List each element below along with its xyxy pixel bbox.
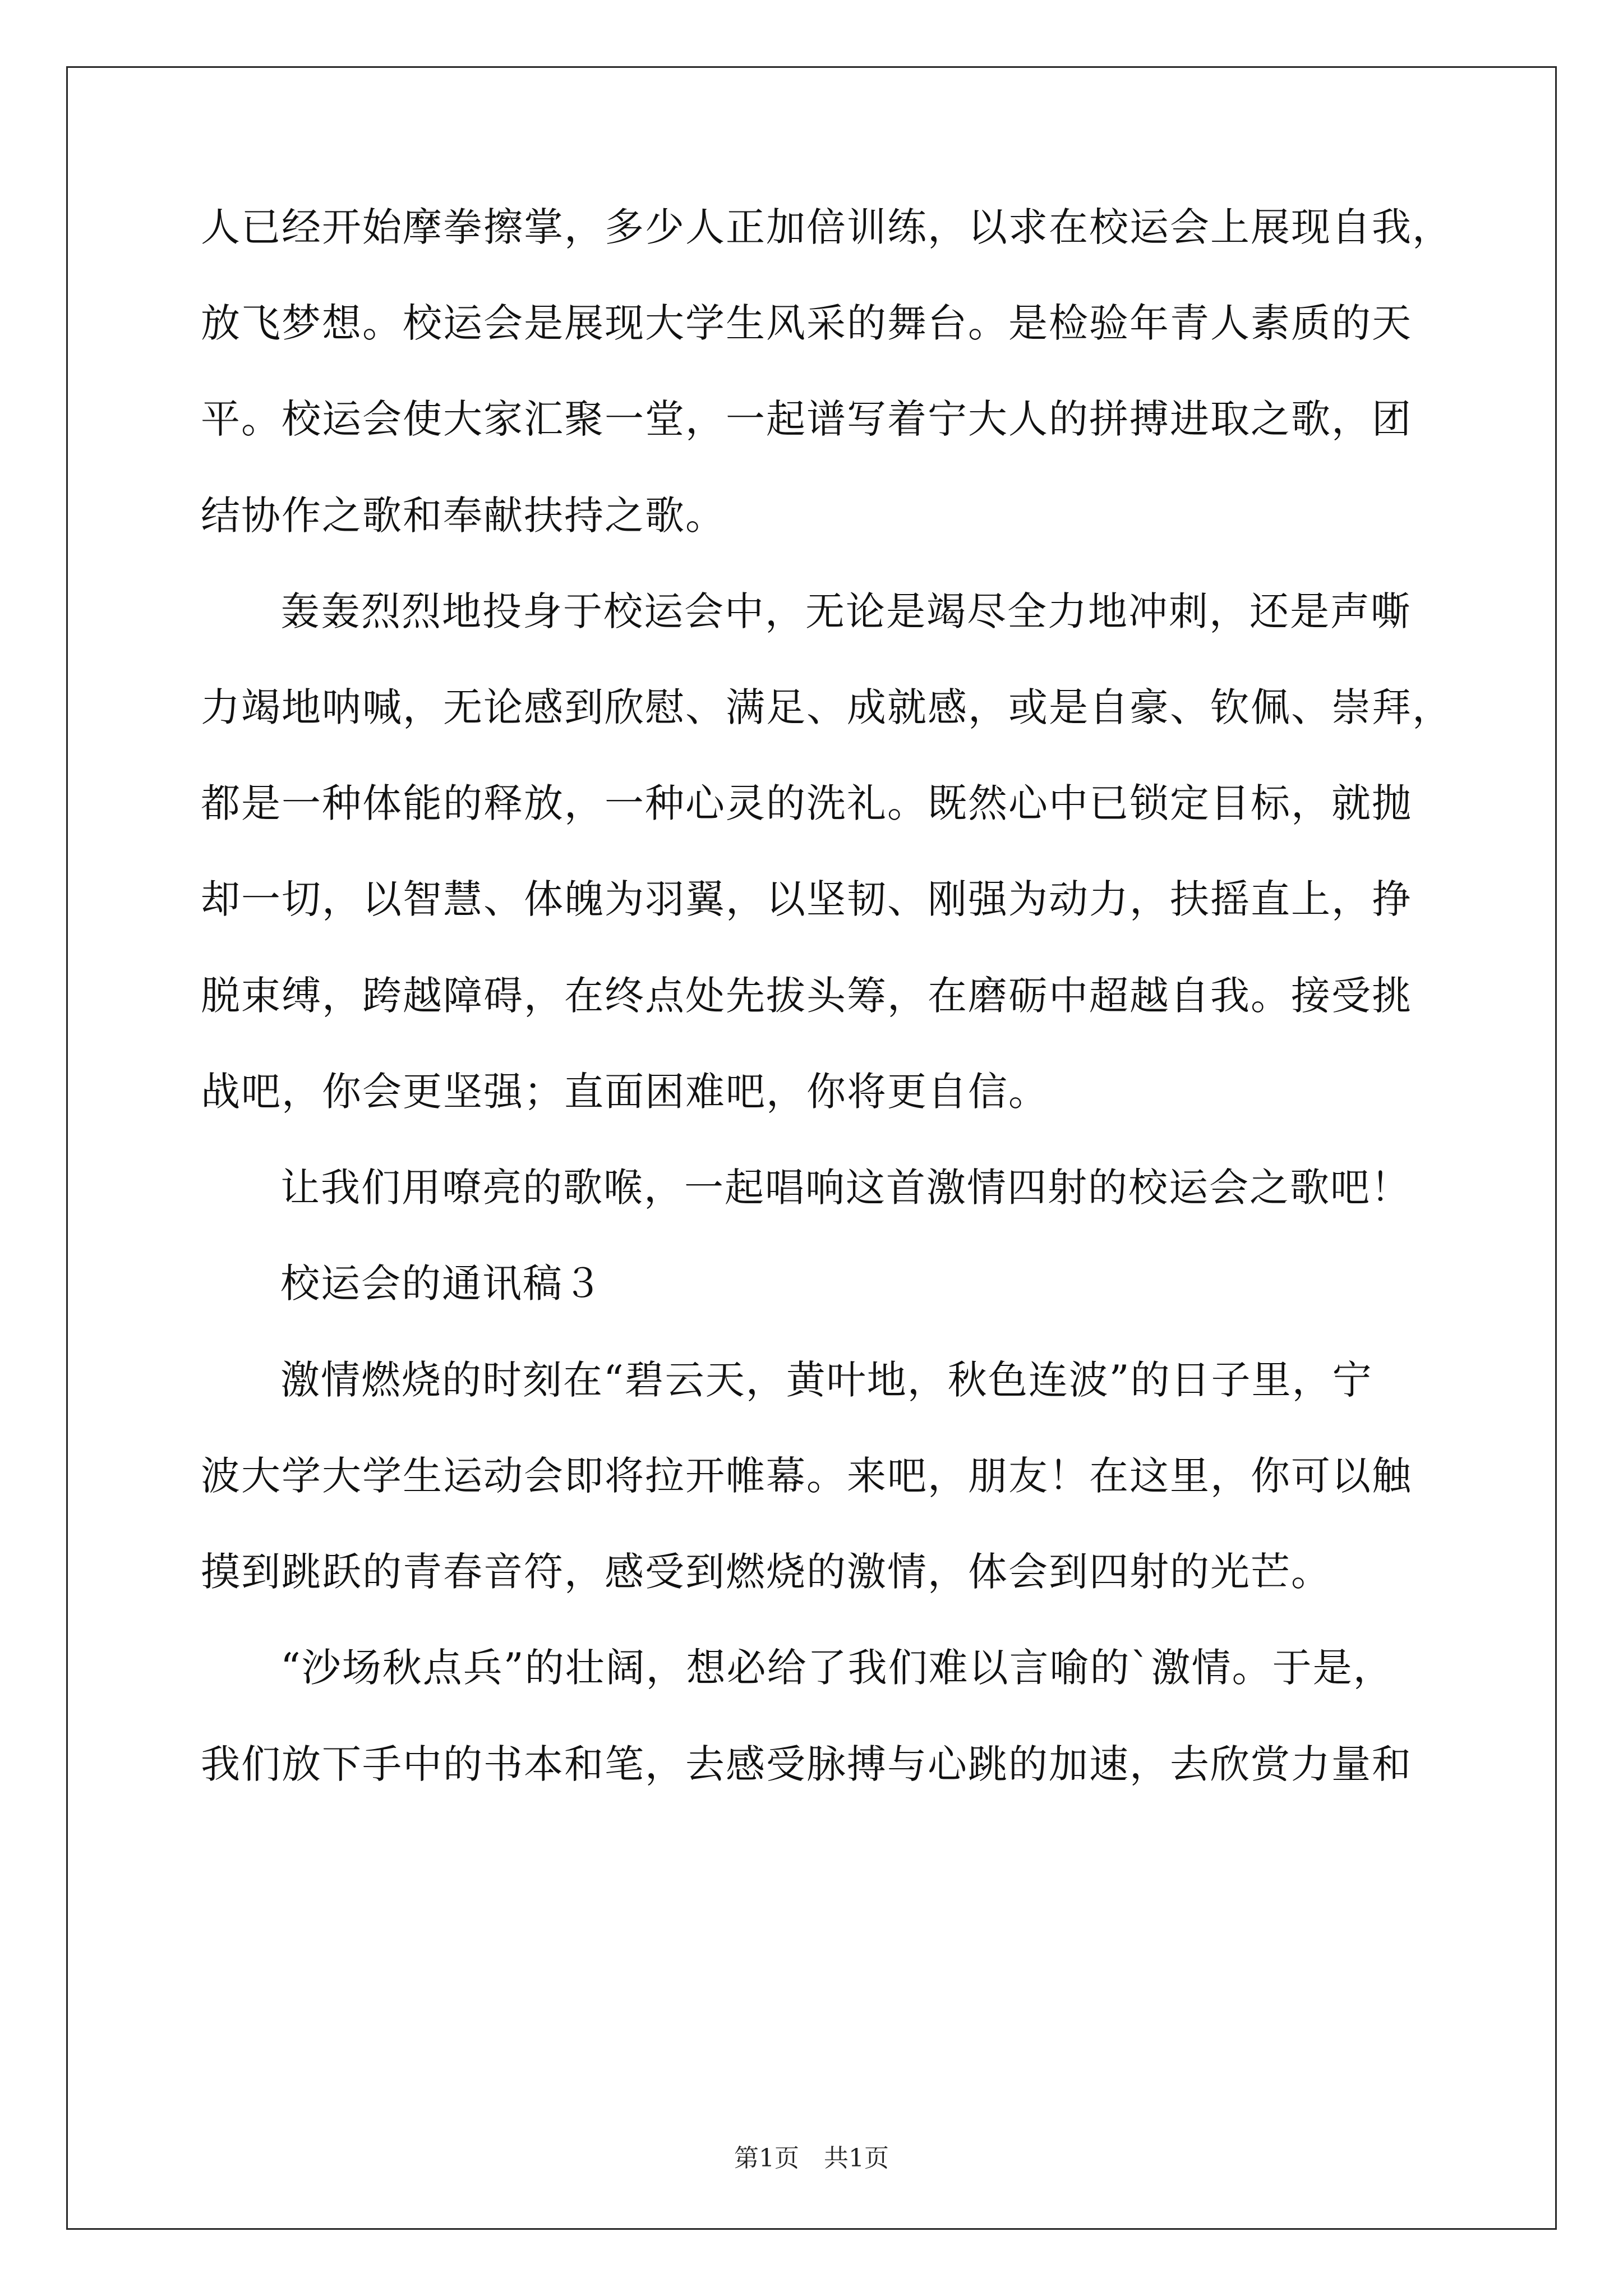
text-line-15: 摸到跳跃的青春音符，感受到燃烧的激情，体会到四射的光芒。 xyxy=(201,1549,1331,1595)
text-line-3: 平。校运会使大家汇聚一堂，一起谱写着宁大人的拼搏进取之歌，团 xyxy=(201,396,1412,442)
page-border xyxy=(66,66,1557,2230)
text-line-4: 结协作之歌和奉献扶持之歌。 xyxy=(201,493,726,539)
paragraph-start-line-13: 激情燃烧的时刻在“碧云天，黄叶地，秋色连波”的日子里，宁 xyxy=(280,1357,1373,1403)
paragraph-start-line-5: 轰轰烈烈地投身于校运会中，无论是竭尽全力地冲刺，还是声嘶 xyxy=(280,588,1411,634)
paragraph-start-line-11: 让我们用嘹亮的歌喉，一起唱响这首激情四射的校运会之歌吧！ xyxy=(280,1165,1411,1211)
page-total: 共1页 xyxy=(824,2144,889,2173)
text-line-1: 人已经开始摩拳擦掌，多少人正加倍训练，以求在校运会上展现自我， xyxy=(201,204,1453,250)
paragraph-start-line-16: “沙场秋点兵”的壮阔，想必给了我们难以言喻的`激情。于是， xyxy=(280,1645,1394,1691)
text-line-2: 放飞梦想。校运会是展现大学生风采的舞台。是检验年青人素质的天 xyxy=(201,300,1412,346)
text-line-7: 都是一种体能的释放，一种心灵的洗礼。既然心中已锁定目标，就抛 xyxy=(201,780,1412,826)
section-heading: 校运会的通讯稿３ xyxy=(280,1260,603,1306)
text-line-14: 波大学大学生运动会即将拉开帷幕。来吧，朋友！在这里，你可以触 xyxy=(201,1453,1412,1499)
text-line-6: 力竭地呐喊，无论感到欣慰、满足、成就感，或是自豪、钦佩、崇拜， xyxy=(201,684,1453,730)
text-line-9: 脱束缚，跨越障碍，在终点处先拔头筹，在磨砺中超越自我。接受挑 xyxy=(201,973,1412,1019)
text-line-17: 我们放下手中的书本和笔，去感受脉搏与心跳的加速，去欣赏力量和 xyxy=(201,1741,1412,1787)
page-footer xyxy=(0,2143,1623,2174)
text-line-8: 却一切，以智慧、体魄为羽翼，以坚韧、刚强为动力，扶摇直上，挣 xyxy=(201,876,1412,922)
page-number: 第1页 xyxy=(734,2144,799,2173)
text-line-10: 战吧，你会更坚强；直面困难吧，你将更自信。 xyxy=(201,1069,1049,1115)
